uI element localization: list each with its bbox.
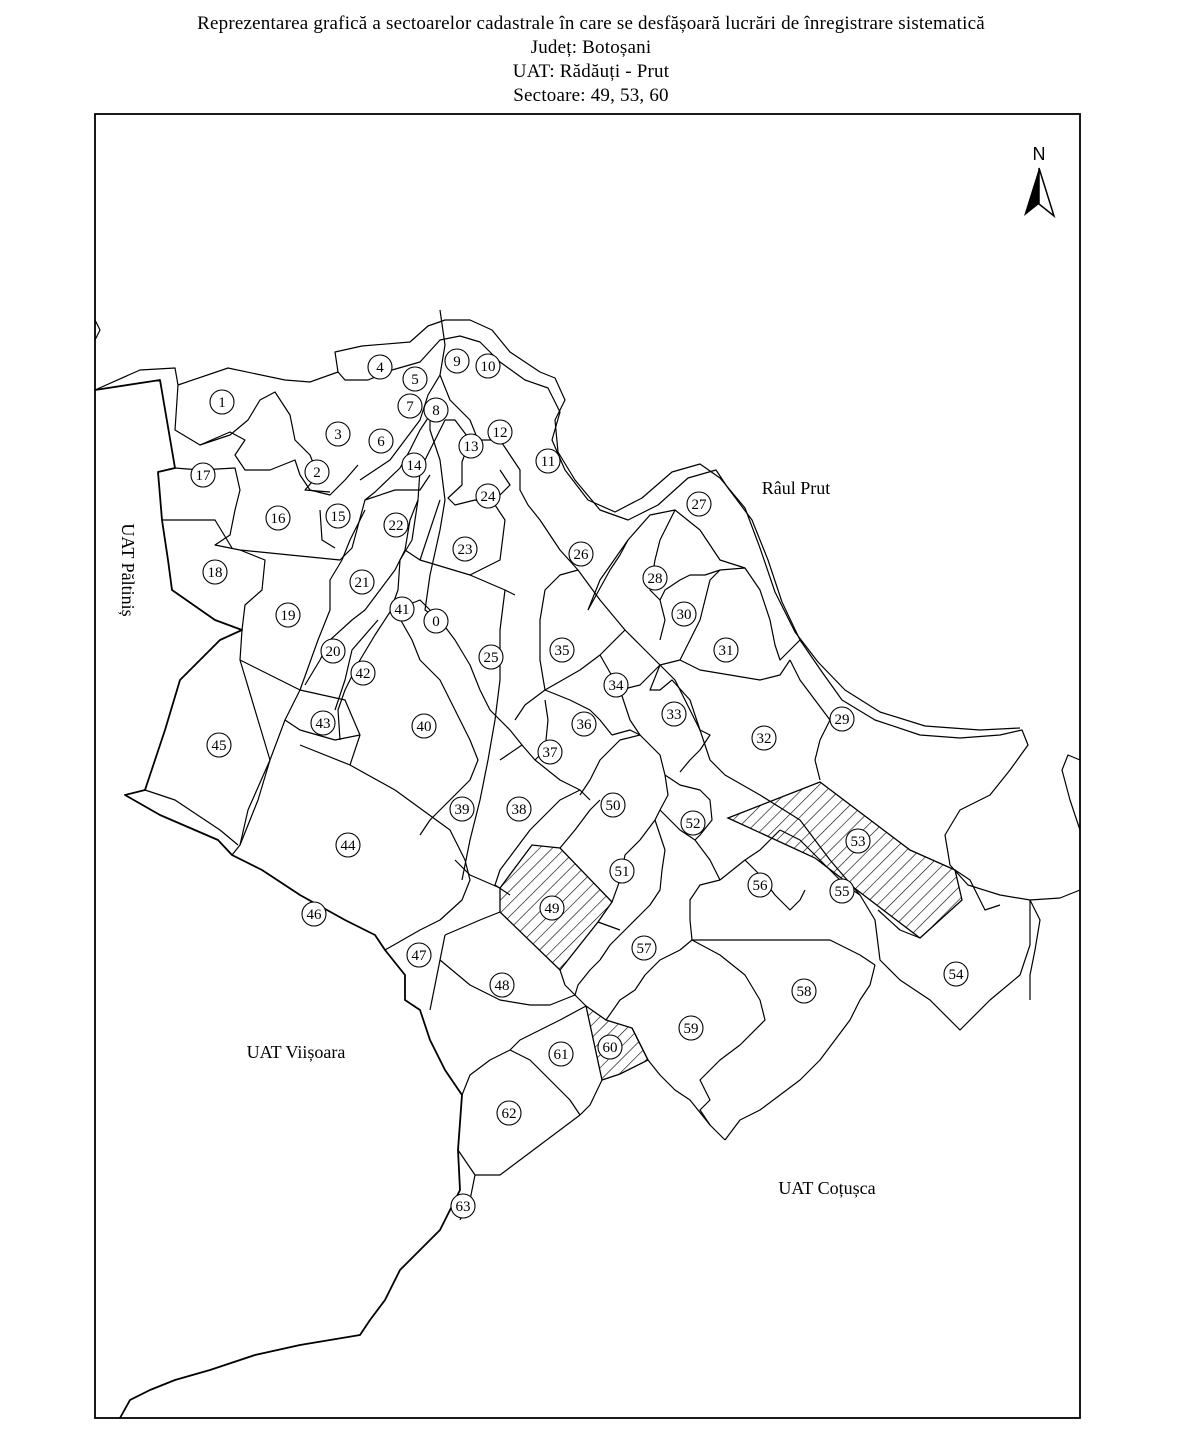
sector-marker-24 xyxy=(476,484,500,508)
sector-marker-33 xyxy=(662,702,686,726)
sector-number-12: 12 xyxy=(492,425,508,441)
river-label: Râul Prut xyxy=(761,478,831,498)
sector-number-3: 3 xyxy=(334,427,342,443)
sector-number-5: 5 xyxy=(411,372,419,388)
sector-number-25: 25 xyxy=(483,650,499,666)
sector-marker-25 xyxy=(479,645,503,669)
southeast-uat-label: UAT Coțușca xyxy=(778,1178,876,1198)
west-uat-label: UAT Păltiniș xyxy=(118,523,138,617)
sector-marker-42 xyxy=(351,661,375,685)
sector-number-30: 30 xyxy=(676,607,692,623)
sector-marker-34 xyxy=(604,673,628,697)
sector-marker-14 xyxy=(402,453,426,477)
sector-number-54: 54 xyxy=(948,967,964,983)
sector-marker-10 xyxy=(476,354,500,378)
sector-number-15: 15 xyxy=(330,509,346,525)
sector-marker-39 xyxy=(450,797,474,821)
sector-number-59: 59 xyxy=(683,1021,699,1037)
sector-number-31: 31 xyxy=(718,643,734,659)
sector-marker-2 xyxy=(305,460,329,484)
sector-number-27: 27 xyxy=(691,497,707,513)
sector-marker-57 xyxy=(632,936,656,960)
sector-marker-54 xyxy=(944,962,968,986)
sector-number-8: 8 xyxy=(432,403,440,419)
sector-number-58: 58 xyxy=(796,984,812,1000)
sector-number-11: 11 xyxy=(540,454,556,470)
sector-number-24: 24 xyxy=(480,489,496,505)
sector-number-42: 42 xyxy=(355,666,371,682)
sector-number-63: 63 xyxy=(455,1199,471,1215)
sector-marker-44 xyxy=(336,833,360,857)
sector-marker-9 xyxy=(445,349,469,373)
sector-number-47: 47 xyxy=(411,948,427,964)
sector-marker-55 xyxy=(830,879,854,903)
sector-marker-21 xyxy=(350,570,374,594)
sector-number-23: 23 xyxy=(457,542,473,558)
sector-number-13: 13 xyxy=(463,439,479,455)
sector-number-4: 4 xyxy=(376,360,384,376)
sector-number-43: 43 xyxy=(315,716,331,732)
sector-number-16: 16 xyxy=(270,511,286,527)
sector-marker-50 xyxy=(601,793,625,817)
sector-marker-7 xyxy=(398,394,422,418)
north-label: N xyxy=(1032,144,1046,164)
north-arrow-icon xyxy=(1024,168,1054,216)
uat-line: UAT: Rădăuți - Prut xyxy=(512,61,670,82)
sector-number-48: 48 xyxy=(494,978,510,994)
sector-marker-22 xyxy=(384,513,408,537)
sector-number-6: 6 xyxy=(377,434,385,450)
sector-number-38: 38 xyxy=(511,802,527,818)
sector-marker-8 xyxy=(424,398,448,422)
map-frame xyxy=(95,114,1080,1418)
sector-number-29: 29 xyxy=(834,712,850,728)
sector-number-51: 51 xyxy=(614,864,630,880)
sector-marker-60 xyxy=(598,1035,622,1059)
sector-marker-4 xyxy=(368,355,392,379)
sector-number-57: 57 xyxy=(636,941,652,957)
sector-number-26: 26 xyxy=(573,547,589,563)
sector-marker-40 xyxy=(412,714,436,738)
sector-marker-63 xyxy=(451,1194,475,1218)
sector-marker-19 xyxy=(276,603,300,627)
sector-marker-31 xyxy=(714,638,738,662)
sector-number-60: 60 xyxy=(602,1040,618,1056)
sector-marker-17 xyxy=(191,463,215,487)
sector-number-33: 33 xyxy=(666,707,682,723)
sector-marker-15 xyxy=(326,504,350,528)
sector-marker-59 xyxy=(679,1016,703,1040)
sector-number-41: 41 xyxy=(394,602,410,618)
sector-number-39: 39 xyxy=(454,802,470,818)
sector-markers xyxy=(191,349,968,1218)
sector-marker-3 xyxy=(326,422,350,446)
county-line: Județ: Botoșani xyxy=(530,37,652,58)
sector-marker-47 xyxy=(407,943,431,967)
sector-number-0: 0 xyxy=(432,614,440,630)
sector-marker-38 xyxy=(507,797,531,821)
sector-marker-16 xyxy=(266,506,290,530)
sector-number-28: 28 xyxy=(647,571,663,587)
sector-marker-48 xyxy=(490,973,514,997)
sector-number-2: 2 xyxy=(313,465,321,481)
sector-53-hatched xyxy=(728,782,962,938)
sector-marker-27 xyxy=(687,492,711,516)
sectors-line: Sectoare: 49, 53, 60 xyxy=(513,85,669,106)
sector-marker-20 xyxy=(321,639,345,663)
sector-marker-12 xyxy=(488,420,512,444)
sector-number-22: 22 xyxy=(388,518,404,534)
southwest-uat-label: UAT Viișoara xyxy=(246,1042,346,1062)
sector-marker-35 xyxy=(550,638,574,662)
sector-number-53: 53 xyxy=(850,834,866,850)
map-title: Reprezentarea grafică a sectoarelor cadastrale în care se desfășoară lucrări de înregistrare sistematică xyxy=(197,13,985,34)
sector-marker-30 xyxy=(672,602,696,626)
sector-number-52: 52 xyxy=(685,816,701,832)
sector-number-14: 14 xyxy=(406,458,422,474)
sector-number-62: 62 xyxy=(501,1106,517,1122)
sector-number-56: 56 xyxy=(752,878,768,894)
sector-marker-53 xyxy=(846,829,870,853)
sector-marker-11 xyxy=(536,449,560,473)
sector-marker-45 xyxy=(207,733,231,757)
sector-marker-13 xyxy=(459,434,483,458)
sector-number-1: 1 xyxy=(218,395,226,411)
sector-marker-43 xyxy=(311,711,335,735)
sector-marker-29 xyxy=(830,707,854,731)
sector-marker-26 xyxy=(569,542,593,566)
sector-marker-61 xyxy=(549,1042,573,1066)
sector-number-61: 61 xyxy=(553,1047,569,1063)
sector-marker-56 xyxy=(748,873,772,897)
sector-number-50: 50 xyxy=(605,798,621,814)
sector-marker-41 xyxy=(390,597,414,621)
sector-marker-36 xyxy=(572,712,596,736)
sector-marker-23 xyxy=(453,537,477,561)
sector-marker-46 xyxy=(302,902,326,926)
sector-marker-58 xyxy=(792,979,816,1003)
sector-number-36: 36 xyxy=(576,717,592,733)
sector-number-32: 32 xyxy=(756,731,772,747)
sector-number-34: 34 xyxy=(608,678,624,694)
sector-number-20: 20 xyxy=(325,644,341,660)
sector-number-21: 21 xyxy=(354,575,370,591)
sector-number-17: 17 xyxy=(195,468,211,484)
sector-marker-18 xyxy=(203,560,227,584)
sector-marker-5 xyxy=(403,367,427,391)
sector-marker-28 xyxy=(643,566,667,590)
sector-number-35: 35 xyxy=(554,643,570,659)
sector-marker-0 xyxy=(424,609,448,633)
sector-number-19: 19 xyxy=(280,608,296,624)
sector-marker-62 xyxy=(497,1101,521,1125)
sector-number-49: 49 xyxy=(544,901,560,917)
sector-number-9: 9 xyxy=(453,354,461,370)
sector-number-40: 40 xyxy=(416,719,432,735)
sector-number-7: 7 xyxy=(406,399,414,415)
sector-marker-32 xyxy=(752,726,776,750)
sector-number-18: 18 xyxy=(207,565,223,581)
sector-number-55: 55 xyxy=(834,884,850,900)
sector-number-37: 37 xyxy=(542,745,558,761)
sector-marker-51 xyxy=(610,859,634,883)
sector-number-46: 46 xyxy=(306,907,322,923)
sector-number-10: 10 xyxy=(480,359,496,375)
sector-number-44: 44 xyxy=(340,838,356,854)
sector-marker-49 xyxy=(540,896,564,920)
sector-marker-1 xyxy=(210,390,234,414)
sector-marker-37 xyxy=(538,740,562,764)
sector-marker-6 xyxy=(369,429,393,453)
sector-number-45: 45 xyxy=(211,738,227,754)
sector-marker-52 xyxy=(681,811,705,835)
